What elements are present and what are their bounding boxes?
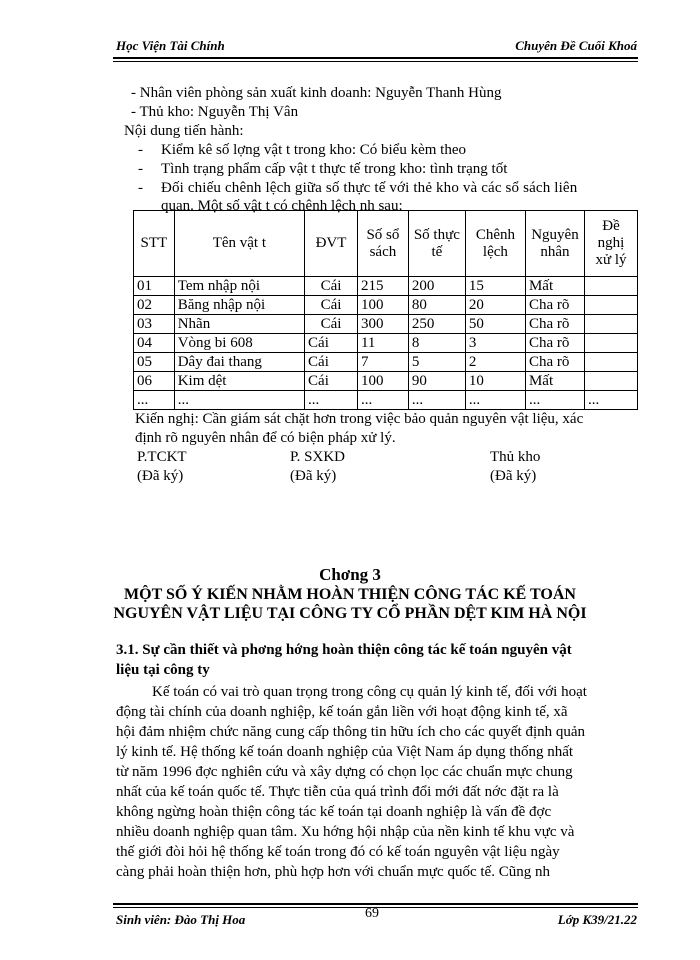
cell bbox=[585, 353, 638, 372]
body-line: động tài chính của doanh nghiệp, kế toán gắn liền với hoạt động kinh tế, xã bbox=[116, 704, 568, 720]
body-line: nhiều doanh nghiệp quan tâm. Xu hớng hội nhập của nền kinh tế khu vực và bbox=[116, 824, 575, 840]
th-stt: STT bbox=[134, 211, 175, 277]
cell: ... bbox=[585, 391, 638, 410]
cell: 01 bbox=[134, 277, 175, 296]
cell: 90 bbox=[408, 372, 465, 391]
chapter-label: Chơng 3 bbox=[319, 565, 381, 584]
cell: 2 bbox=[465, 353, 525, 372]
cell: 5 bbox=[408, 353, 465, 372]
content-title: Nội dung tiến hành: bbox=[124, 123, 244, 139]
signature-title: P.TCKT bbox=[137, 449, 187, 465]
body-line: càng phải hoàn thiện hơn, phù hợp hơn với chuẩn mực quốc tế. Cũng nh bbox=[116, 864, 550, 880]
inventory-table bbox=[133, 210, 638, 410]
th-unit: ĐVT bbox=[305, 211, 358, 277]
cell: Cái bbox=[305, 353, 358, 372]
cell bbox=[585, 277, 638, 296]
cell: 20 bbox=[465, 296, 525, 315]
bullet-1: Kiểm kê số lợng vật t trong kho: Có biểu kèm theo bbox=[161, 142, 466, 158]
cell: 02 bbox=[134, 296, 175, 315]
recommendation-line-1: Kiến nghị: Cần giám sát chặt hơn trong việc bảo quản nguyên vật liệu, xác bbox=[135, 411, 584, 427]
cell bbox=[585, 334, 638, 353]
signature-note: (Đã ký) bbox=[290, 468, 337, 484]
page-number: 69 bbox=[365, 906, 379, 921]
th-name: Tên vật t bbox=[174, 211, 304, 277]
cell: Cha rõ bbox=[525, 315, 584, 334]
recommendation-line-2: định rõ nguyên nhân để có biện pháp xử lý. bbox=[135, 430, 396, 446]
cell: 11 bbox=[357, 334, 408, 353]
cell: 15 bbox=[465, 277, 525, 296]
chapter-title-line-2: NGUYÊN VẬT LIỆU TẠI CÔNG TY CỔ PHẦN DỆT KIM HÀ NỘI bbox=[113, 605, 587, 622]
cell: Băng nhập nội bbox=[174, 296, 304, 315]
cell: 7 bbox=[357, 353, 408, 372]
cell: 05 bbox=[134, 353, 175, 372]
signature-title: Thủ kho bbox=[490, 449, 541, 465]
cell: 10 bbox=[465, 372, 525, 391]
cell: Kim dệt bbox=[174, 372, 304, 391]
header-rule bbox=[113, 57, 638, 59]
bullet-dash: - bbox=[138, 180, 143, 196]
header-right: Chuyên Đề Cuối Khoá bbox=[515, 38, 637, 53]
section-heading-line-2: liệu tại công ty bbox=[116, 662, 210, 678]
cell bbox=[585, 296, 638, 315]
cell: Cái bbox=[305, 334, 358, 353]
cell: Cái bbox=[305, 315, 358, 334]
cell: Nhãn bbox=[174, 315, 304, 334]
table-row bbox=[134, 334, 638, 353]
cell: ... bbox=[465, 391, 525, 410]
cell: Mất bbox=[525, 277, 584, 296]
signature-note: (Đã ký) bbox=[490, 468, 537, 484]
table-row bbox=[134, 372, 638, 391]
cell: 03 bbox=[134, 315, 175, 334]
cell: 3 bbox=[465, 334, 525, 353]
th-book: Số sổ sách bbox=[357, 211, 408, 277]
cell: ... bbox=[305, 391, 358, 410]
bullet-3: Đối chiếu chênh lệch giữa số thực tế với thẻ kho và các sổ sách liên bbox=[161, 180, 578, 196]
body-line: từ năm 1996 đợc nghiên cứu và xây dựng có chọn lọc các chuẩn mực chung bbox=[116, 764, 573, 780]
table-row bbox=[134, 296, 638, 315]
body-line: không ngừng hoàn thiện công tác kế toán tại doanh nghiệp là vấn đề đợc bbox=[116, 804, 552, 820]
th-cause: Nguyên nhân bbox=[525, 211, 584, 277]
cell: 215 bbox=[357, 277, 408, 296]
body-line: thế giới đòi hỏi hệ thống kế toán trong đó có kế toán nguyên vật liệu ngày bbox=[116, 844, 560, 860]
cell: ... bbox=[357, 391, 408, 410]
cell: Cái bbox=[305, 277, 358, 296]
cell: 300 bbox=[357, 315, 408, 334]
cell: 250 bbox=[408, 315, 465, 334]
cell: 200 bbox=[408, 277, 465, 296]
cell: 04 bbox=[134, 334, 175, 353]
bullet-dash: - bbox=[138, 142, 143, 158]
cell: Tem nhập nội bbox=[174, 277, 304, 296]
staff-line-1: - Nhân viên phòng sản xuất kinh doanh: Nguyễn Thanh Hùng bbox=[131, 85, 502, 101]
signature-note: (Đã ký) bbox=[137, 468, 184, 484]
cell bbox=[585, 372, 638, 391]
cell: Cái bbox=[305, 296, 358, 315]
cell: Cha rõ bbox=[525, 296, 584, 315]
cell bbox=[585, 315, 638, 334]
cell: Cha rõ bbox=[525, 334, 584, 353]
cell: Vòng bi 608 bbox=[174, 334, 304, 353]
cell: 100 bbox=[357, 296, 408, 315]
cell: Cha rõ bbox=[525, 353, 584, 372]
table-row bbox=[134, 315, 638, 334]
cell: 100 bbox=[357, 372, 408, 391]
cell: ... bbox=[134, 391, 175, 410]
cell: ... bbox=[174, 391, 304, 410]
th-proposal: Đề nghị xử lý bbox=[585, 211, 638, 277]
th-diff: Chênh lệch bbox=[465, 211, 525, 277]
chapter-title-line-1: MỘT SỐ Ý KIẾN NHẰM HOÀN THIỆN CÔNG TÁC KẾ TOÁN bbox=[124, 586, 576, 603]
table-row bbox=[134, 277, 638, 296]
body-line: lý kinh tế. Hệ thống kế toán doanh nghiệp của Việt Nam áp dụng thống nhất bbox=[116, 744, 574, 760]
cell: ... bbox=[408, 391, 465, 410]
header-left: Học Viện Tài Chính bbox=[116, 38, 225, 53]
cell: Dây đai thang bbox=[174, 353, 304, 372]
table-header-row bbox=[134, 211, 638, 277]
footer-class: Lớp K39/21.22 bbox=[557, 912, 637, 927]
body-line: nhất của kế toán quốc tế. Thực tiễn của quá trình đổi mới đất nớc đặt ra là bbox=[116, 784, 559, 800]
bullet-2: Tình trạng phẩm cấp vật t thực tế trong kho: tình trạng tốt bbox=[161, 161, 508, 177]
bullet-dash: - bbox=[138, 161, 143, 177]
body-line: Kế toán có vai trò quan trọng trong công cụ quản lý kinh tế, đối với hoạt bbox=[152, 684, 587, 700]
cell: 8 bbox=[408, 334, 465, 353]
signature-title: P. SXKD bbox=[290, 449, 346, 465]
bullet-3-cont: quan. Một số vật t có chênh lệch nh sau: bbox=[161, 198, 403, 214]
cell: 50 bbox=[465, 315, 525, 334]
table-row bbox=[134, 353, 638, 372]
header-rule-thin bbox=[113, 61, 638, 62]
body-line: hội đảm nhiệm chức năng cung cấp thông tin hữu ích cho các quyết định quản bbox=[116, 724, 586, 740]
th-actual: Số thực tế bbox=[408, 211, 465, 277]
cell: 06 bbox=[134, 372, 175, 391]
cell: Cái bbox=[305, 372, 358, 391]
section-heading-line-1: 3.1. Sự cần thiết và phơng hớng hoàn thiện công tác kế toán nguyên vật bbox=[116, 642, 572, 658]
footer-student: Sinh viên: Đào Thị Hoa bbox=[116, 912, 246, 927]
cell: 80 bbox=[408, 296, 465, 315]
footer-rule bbox=[113, 903, 638, 905]
cell: Mất bbox=[525, 372, 584, 391]
table-row bbox=[134, 391, 638, 410]
staff-line-2: - Thủ kho: Nguyễn Thị Vân bbox=[131, 104, 299, 120]
cell: ... bbox=[525, 391, 584, 410]
